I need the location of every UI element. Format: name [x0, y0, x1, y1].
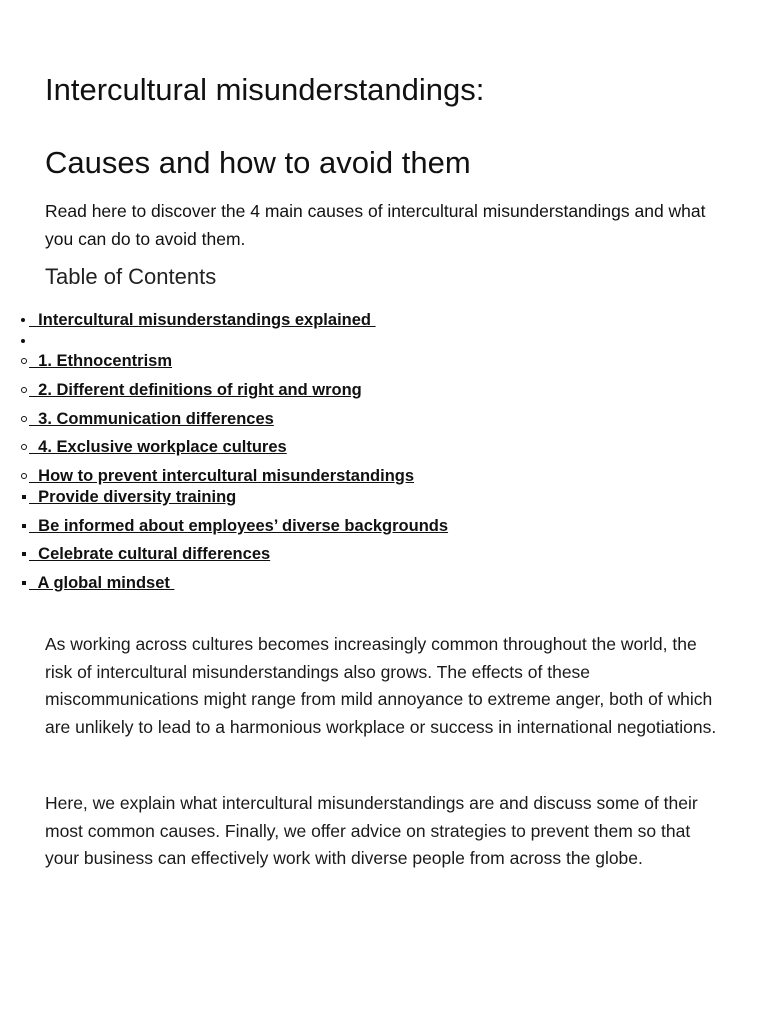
body-paragraph-1: As working across cultures becomes increasingly common throughout the world, the risk of intercultural misunderstandings also grows. The effects of these miscommunications might range from mild annoyance to extreme anger, both of which are unlikely to lead to a harmonious workplace or success in international negotiations. — [45, 634, 717, 737]
toc-link-right-and-wrong[interactable]: 2. Different definitions of right and wrong — [29, 381, 362, 399]
toc-link-communication-differences[interactable]: 3. Communication differences — [29, 410, 274, 428]
toc-link-celebrate-differences[interactable]: Celebrate cultural differences — [29, 545, 271, 563]
intro-paragraph: Read here to discover the 4 main causes of intercultural misunderstandings and what you can do to avoid them. — [45, 201, 706, 249]
toc-item-celebrate-differences — [0, 543, 700, 565]
toc-item-right-and-wrong — [0, 379, 700, 401]
toc-item-exclusive-workplace — [0, 436, 700, 458]
toc-item-global-mindset — [0, 572, 700, 594]
toc-item-how-to-prevent — [0, 465, 700, 487]
body-paragraph-2: Here, we explain what intercultural misunderstandings are and discuss some of their most common causes. Finally, we offer advice on strategies to prevent them so that your business can effectively work with diverse people from across the globe. — [45, 793, 698, 868]
toc-item-diversity-training — [0, 486, 700, 508]
toc-item-misunderstandings-explained — [0, 309, 700, 331]
toc-item-ethnocentrism — [0, 350, 700, 372]
toc-heading: Table of Contents — [45, 264, 217, 289]
bullet-disc-icon — [21, 330, 31, 352]
page-title: Intercultural misunderstandings: — [45, 72, 485, 107]
toc-link-ethnocentrism[interactable]: 1. Ethnocentrism — [29, 352, 173, 370]
toc-link-how-to-prevent[interactable]: How to prevent intercultural misunderstandings — [29, 467, 415, 485]
toc-item-diverse-backgrounds — [0, 515, 700, 537]
toc-item-communication-differences — [0, 408, 700, 430]
toc-link-misunderstandings-explained[interactable]: Intercultural misunderstandings explained — [29, 311, 376, 329]
toc-item-empty — [0, 330, 700, 352]
toc-link-diverse-backgrounds[interactable]: Be informed about employees’ diverse backgrounds — [29, 517, 449, 535]
page-subtitle: Causes and how to avoid them — [45, 145, 471, 180]
toc-link-global-mindset[interactable]: A global mindset — [29, 574, 175, 592]
toc-link-diversity-training[interactable]: Provide diversity training — [29, 488, 237, 506]
toc-link-exclusive-workplace[interactable]: 4. Exclusive workplace cultures — [29, 438, 287, 456]
